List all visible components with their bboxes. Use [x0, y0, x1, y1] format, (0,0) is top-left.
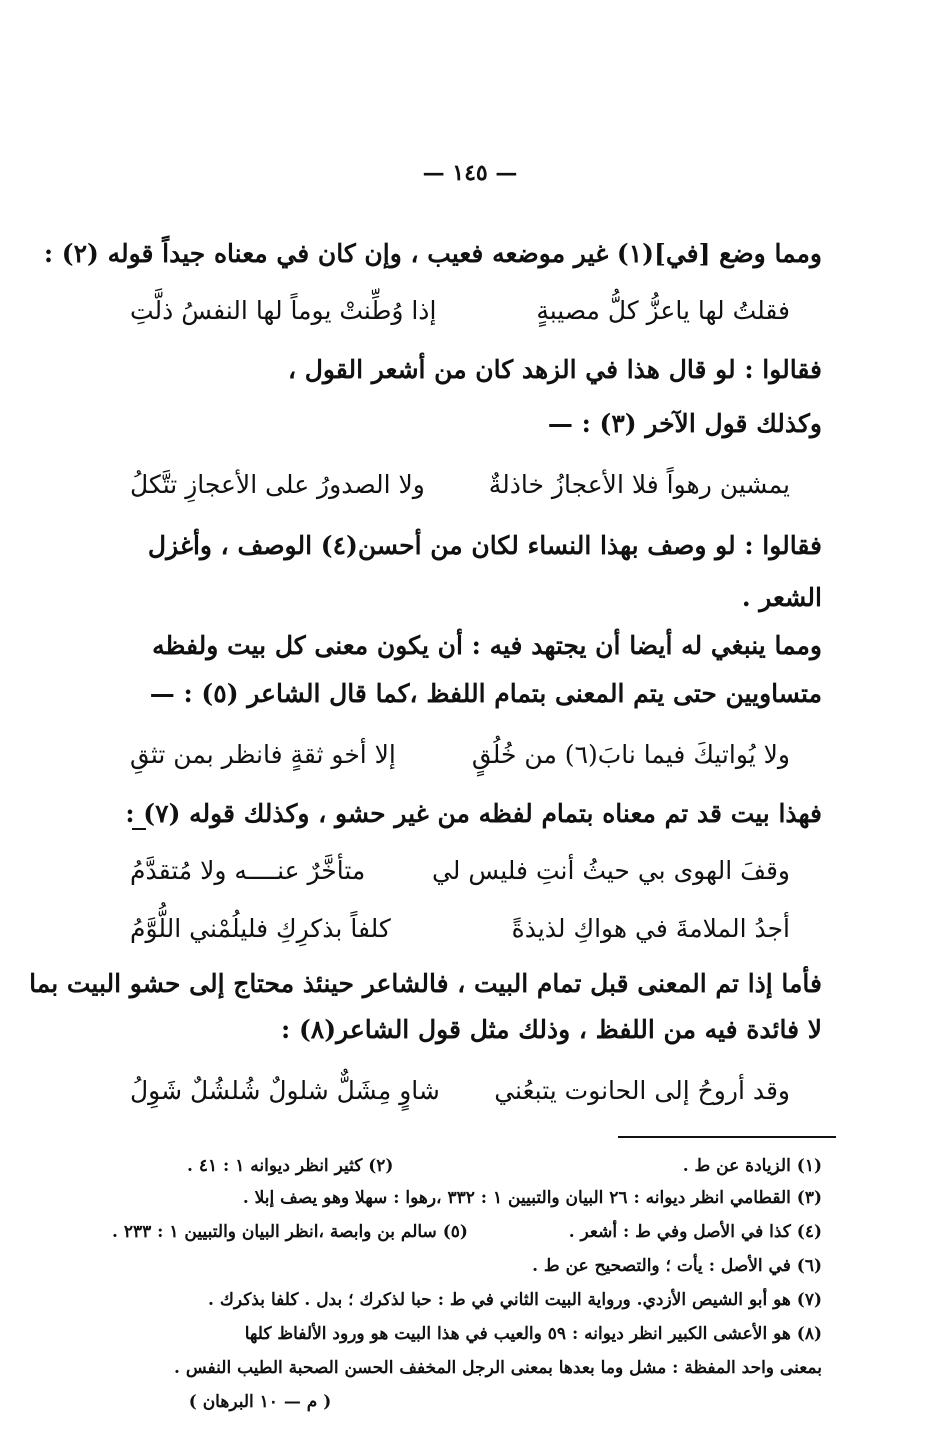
footnote: (٧) هو أبو الشيص الأزدي. ورواية البيت الثاني في ط : حبا لذكرك ؛ بدل . كلفا بذكرك . [208, 1290, 822, 1310]
footnote: (٢) كثير انظر ديوانه ١ : ٤١ . [187, 1156, 394, 1176]
footnote-rule [618, 1136, 836, 1138]
verse-hemistich: وقفَ الهوى بي حيثُ أنتِ فليس لي [431, 856, 790, 885]
signature-mark: ( م — ١٠ البرهان ) [188, 1392, 332, 1412]
footnote: (٤) كذا في الأصل وفي ط : أشعر . [568, 1222, 822, 1242]
verse-3 [130, 740, 790, 784]
footnote: (٨) هو الأعشى الكبير انظر ديوانه : ٥٩ والعيب في هذا البيت هو ورود الألفاظ كلها [244, 1324, 822, 1344]
paragraph-line: فقالوا : لو قال هذا في الزهد كان من أشعر القول ، [287, 355, 822, 384]
footnote-continued: بمعنى واحد المفظة : مشل وما بعدها بمعنى الرجل المخفف الحسن الصحبة الطيب النفس . [174, 1358, 822, 1378]
paragraph-line: لا فائدة فيه من اللفظ ، وذلك مثل قول الشاعر(٨) : [281, 1015, 822, 1044]
page-number: — ١٤٥ — [422, 160, 518, 186]
verse-2 [130, 470, 790, 514]
verse-hemistich: شاوٍ مِشَلٌّ شلولٌ شُلشُلٌ شَوِلُ [130, 1076, 440, 1105]
verse-hemistich: ولا يُواتيكَ فيما نابَ(٦) من خُلُقٍ [471, 740, 790, 769]
margin-mark [132, 828, 146, 830]
verse-hemistich: إلا أخو ثقةٍ فانظر بمن تثقِ [130, 740, 396, 769]
verse-hemistich: ولا الصدورُ على الأعجازِ تتَّكلُ [130, 470, 425, 499]
verse-hemistich: أجدُ الملامةَ في هواكِ لذيذةً [511, 914, 790, 943]
verse-6 [130, 1076, 790, 1120]
paragraph-line: متساويين حتى يتم المعنى بتمام اللفظ ،كما قال الشاعر (٥) : — [149, 679, 822, 708]
verse-hemistich: متأخَّرٌ عنــــه ولا مُتقدَّمُ [130, 856, 366, 885]
footnote: (٣) القطامي انظر ديوانه : ٢٦ البيان والتبيين ١ : ٣٣٢ ،رهوا : سهلا وهو يصف إبلا . [242, 1188, 822, 1208]
paragraph-line: فقالوا : لو وصف بهذا النساء لكان من أحسن(٤) الوصف ، وأغزل [147, 531, 822, 560]
verse-hemistich: يمشين رهواً فلا الأعجازُ خاذلةٌ [488, 470, 790, 499]
verse-5 [130, 914, 790, 958]
paragraph-line: فأما إذا تم المعنى قبل تمام البيت ، فالشاعر حينئذ محتاج إلى حشو البيت بما [29, 969, 822, 998]
footnote: (٥) سالم بن وابصة ،انظر البيان والتبيين ١ : ٢٣٣ . [112, 1222, 468, 1242]
paragraph-line: ومما وضع [في](١) غير موضعه فعيب ، وإن كان في معناه جيداً قوله (٢) : [43, 239, 822, 268]
paragraph-line: فهذا بيت قد تم معناه بتمام لفظه من غير حشو ، وكذلك قوله (٧) : [125, 799, 822, 828]
verse-hemistich: وقد أروحُ إلى الحانوت يتبعُني [494, 1076, 790, 1105]
verse-1 [130, 296, 790, 340]
verse-hemistich: فقلتُ لها ياعزُّ كلُّ مصيبةٍ [536, 296, 790, 325]
verse-hemistich: كلفاً بذكرِكِ فليلُمْني اللُّوَّمُ [130, 914, 391, 943]
footnote: (١) الزيادة عن ط . [682, 1156, 822, 1176]
paragraph-line: وكذلك قول الآخر (٣) : — [547, 409, 822, 438]
footnote-row [102, 1222, 822, 1246]
paragraph-line: ومما ينبغي له أيضا أن يجتهد فيه : أن يكون معنى كل بيت ولفظه [152, 631, 822, 660]
verse-4 [130, 856, 790, 900]
footnote: (٦) في الأصل : يأت ؛ والتصحيح عن ط . [532, 1256, 822, 1276]
footnote-row [102, 1156, 822, 1180]
paragraph-line: الشعر . [741, 583, 822, 612]
verse-hemistich: إذا وُطِّنتْ يوماً لها النفسُ ذلَّتِ [130, 296, 437, 325]
